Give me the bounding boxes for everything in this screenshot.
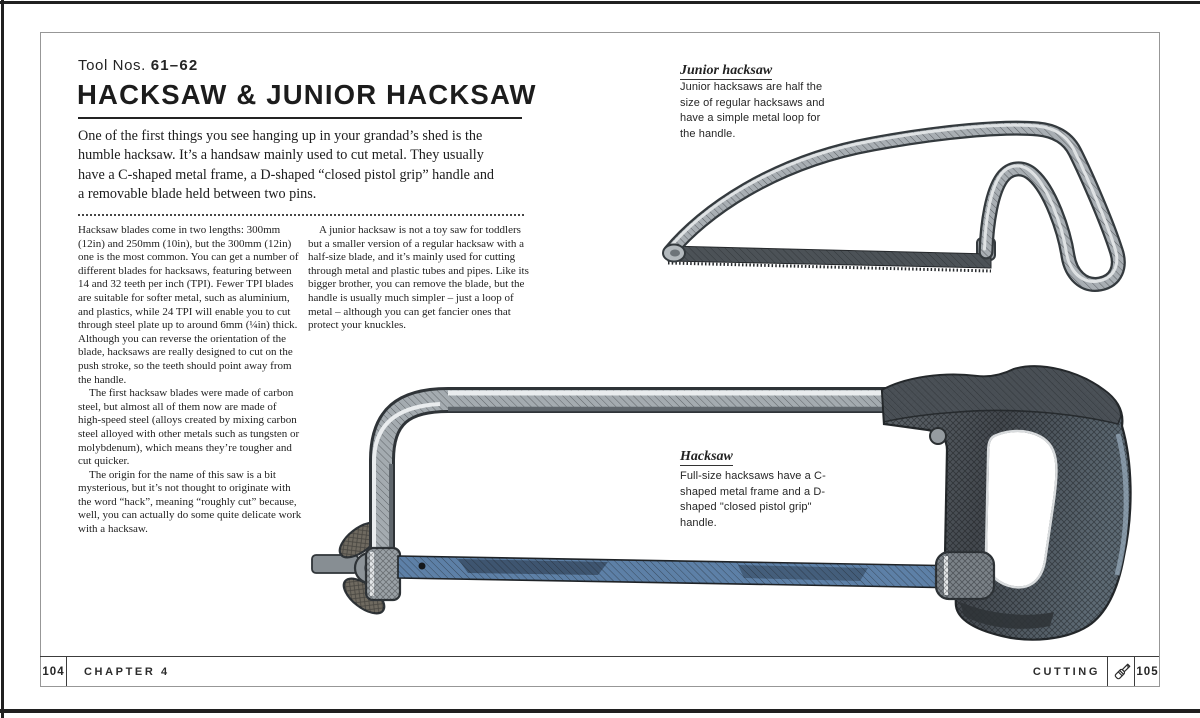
tool-number-line: [78, 57, 198, 74]
tool-number-value: 61–62: [150, 57, 199, 74]
tool-number-label: Tool Nos.: [78, 57, 146, 74]
hacksaw-callout-text: Full-size hacksaws have a C-shaped metal frame and a D-shaped "closed pistol grip" handle.: [680, 470, 826, 529]
junior-hacksaw-callout-label: [680, 61, 772, 79]
intro-line: a removable blade held between two pins.: [78, 185, 317, 202]
right-page-number: 105: [1136, 665, 1159, 678]
page-edge-bottom: [0, 709, 1200, 713]
chisel-icon: [1111, 661, 1133, 683]
section-label-text: CUTTING: [1032, 665, 1100, 678]
page-edge-top: [0, 1, 1200, 4]
body-paragraph: The first hacksaw blades were made of carbon steel, but almost all of them now are made of high-speed steel (alloys created by mixing carbon steel alloyed with other metals such as tungsten or molybdenum), which means they’re tougher and cut quicker.: [78, 387, 300, 468]
body-paragraph: A junior hacksaw is not a toy saw for toddlers but a smaller version of a regular hacksaw with a half-size blade, and it’s mainly used for cutting through metal and plastic tubes and pipes. Like its bigger brother, you can remove the blade, but the handle is usually much simpler – just a loop of metal – although you can get fancier ones that protect your knuckles.: [308, 224, 529, 332]
hacksaw-callout-label: [680, 447, 733, 465]
body-paragraph: The origin for the name of this saw is a bit mysterious, but it’s not thought to originate with the word “hack”, meaning “roughly cut” because, well, you can actually do some quite delicate work with a hacksaw.: [78, 468, 302, 536]
intro-line: humble hacksaw. It’s a handsaw mainly used to cut metal. They usually: [78, 147, 484, 164]
section-label: [950, 657, 1100, 686]
chapter-label-text: CHAPTER 4: [84, 665, 170, 678]
footer-icon-box: [1107, 657, 1135, 686]
body-column-left: [78, 224, 302, 537]
callout-label-text: Hacksaw: [680, 449, 733, 464]
left-page-number: 104: [42, 665, 65, 678]
junior-hacksaw-callout-text: Junior hacksaws are half the size of regular hacksaws and have a simple metal loop for the handle.: [680, 81, 825, 140]
right-page-number-box: [1134, 657, 1160, 686]
dotted-separator: [78, 214, 524, 216]
intro-paragraph: [78, 127, 548, 204]
page-edge-left: [1, 0, 4, 718]
title-rule: [78, 117, 522, 119]
left-page-number-box: [41, 657, 67, 686]
chapter-label: [84, 657, 284, 686]
body-paragraph: Hacksaw blades come in two lengths: 300mm (12in) and 250mm (10in), but the 300mm (12in) one is the most common. You can get a number of different blades for hacksaws, featuring between 14 and 32 teeth per inch (TPI). Fewer TPI blades are suitable for softer metal, such as aluminium, and plastics, while 24 TPI will enable you to cut through steel plate up to around 6mm (¼in) thick. Although you can reverse the orientation of the blade, hacksaws are really designed to cut on the push stroke, so the teeth should point away from the handle.: [78, 224, 299, 386]
page-title: HACKSAW & JUNIOR HACKSAW: [77, 79, 537, 110]
intro-line: One of the first things you see hanging up in your grandad’s shed is the: [78, 128, 483, 144]
callout-label-text: Junior hacksaw: [680, 63, 773, 78]
intro-line: have a C-shaped metal frame, a D-shaped “closed pistol grip” handle and: [78, 166, 495, 183]
body-column-middle: [308, 224, 534, 333]
